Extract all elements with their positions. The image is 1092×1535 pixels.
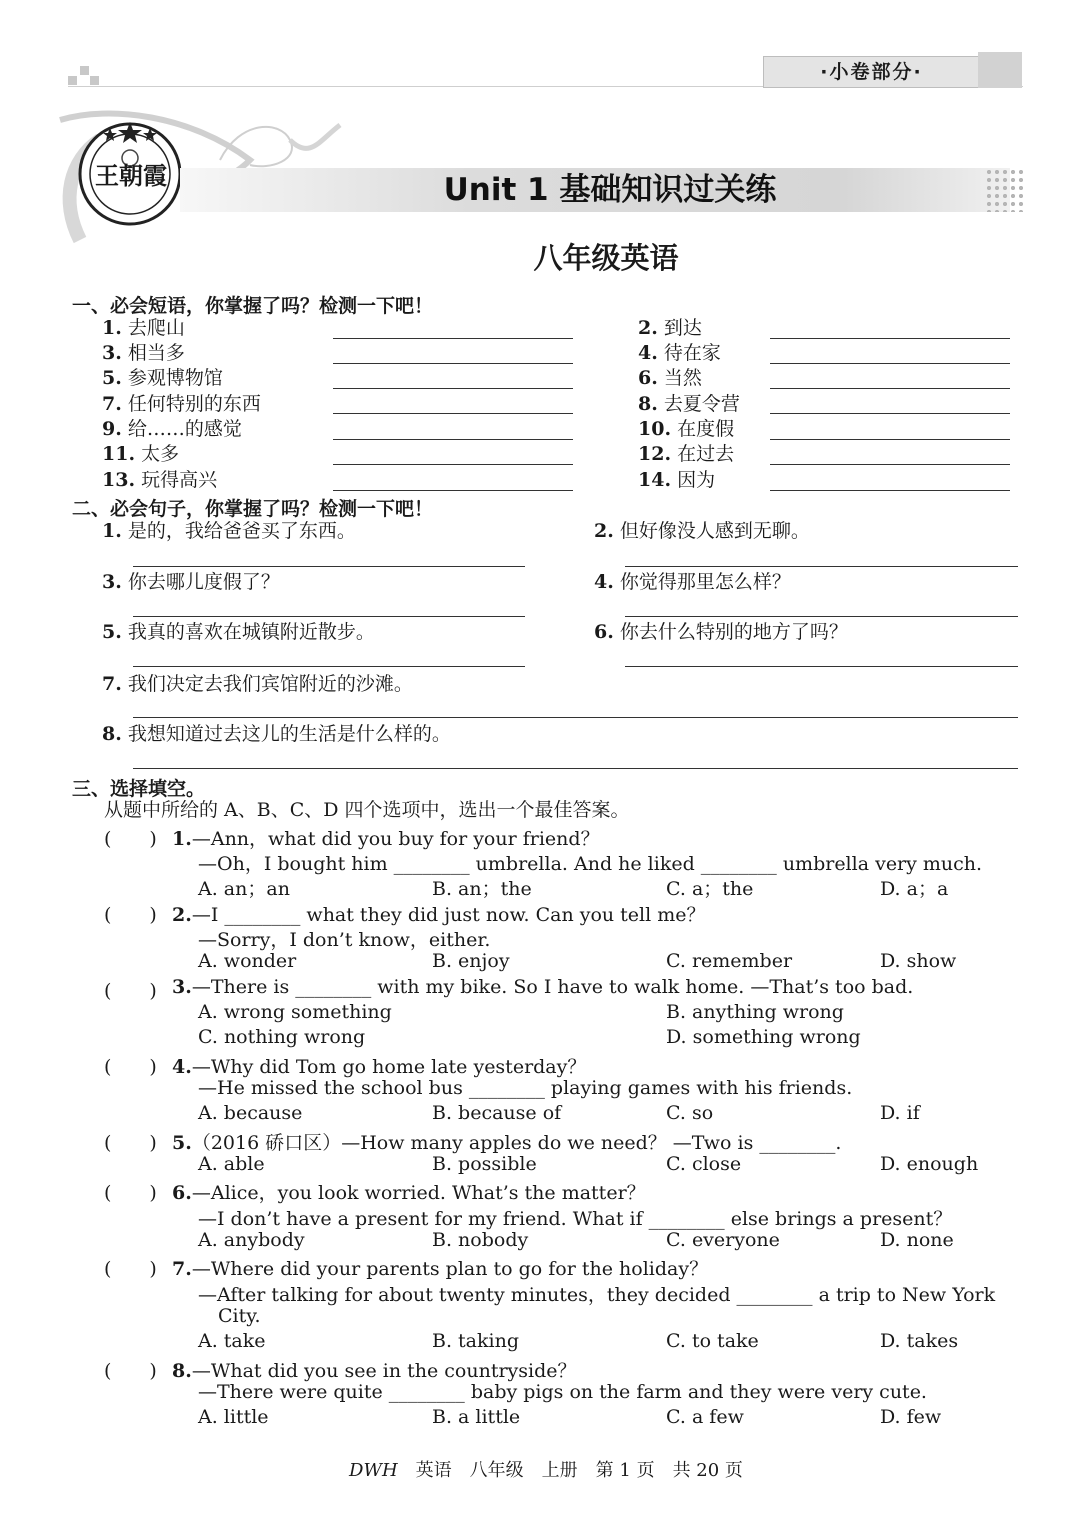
answer-paren[interactable]: ( ): [104, 1360, 157, 1382]
answer-blank[interactable]: [333, 338, 573, 339]
question-line: —I don’t have a present for my friend. What if ________ else brings a present？: [198, 1208, 953, 1230]
sentence-item: 6. 你去什么特别的地方了吗？: [594, 621, 848, 643]
sentence-item: 8. 我想知道过去这儿的生活是什么样的。: [102, 723, 451, 745]
answer-paren[interactable]: ( ): [104, 904, 157, 926]
phrase-item: 13. 玩得高兴: [102, 469, 218, 491]
answer-blank[interactable]: [333, 363, 573, 364]
option-d[interactable]: D. show: [880, 950, 957, 972]
option-c[interactable]: C. everyone: [666, 1229, 780, 1251]
answer-paren[interactable]: ( ): [104, 1132, 157, 1154]
corner-square: [90, 76, 99, 85]
option-b[interactable]: B. a little: [432, 1406, 521, 1428]
answer-line[interactable]: [133, 768, 1018, 769]
phrase-item: 14. 因为: [638, 469, 716, 491]
question-line: 4.—Why did Tom go home late yesterday？: [172, 1056, 587, 1078]
answer-paren[interactable]: ( ): [104, 1056, 157, 1078]
corner-square: [80, 66, 89, 75]
option-a[interactable]: A. wrong something: [198, 1001, 392, 1023]
answer-blank[interactable]: [333, 388, 573, 389]
logo-text: 王朝霞: [95, 161, 167, 190]
option-d[interactable]: D. something wrong: [666, 1026, 861, 1048]
sentence-item: 1. 是的，我给爸爸买了东西。: [102, 520, 356, 542]
option-c[interactable]: C. remember: [666, 950, 793, 972]
section2-heading: 二、必会句子，你掌握了吗？检测一下吧！: [72, 498, 434, 520]
option-c[interactable]: C. close: [666, 1153, 742, 1175]
option-a[interactable]: A. anybody: [198, 1229, 305, 1251]
answer-line[interactable]: [625, 616, 1018, 617]
option-d[interactable]: D. enough: [880, 1153, 979, 1175]
option-a[interactable]: A. take: [198, 1330, 266, 1352]
page-footer: [0, 1456, 1092, 1482]
answer-blank[interactable]: [770, 413, 1010, 414]
footer-code: DWH: [349, 1460, 398, 1481]
option-a[interactable]: A. because: [198, 1102, 303, 1124]
question-line: —Oh，I bought him ________ umbrella. And he liked ________ umbrella very much.: [198, 853, 983, 875]
sentence-item: 7. 我们决定去我们宾馆附近的沙滩。: [102, 673, 413, 695]
question-line: 3.—There is ________ with my bike. So I have to walk home. —That’s too bad.: [172, 976, 914, 998]
answer-line[interactable]: [133, 566, 525, 567]
option-b[interactable]: B. because of: [432, 1102, 562, 1124]
question-line: 8.—What did you see in the countryside？: [172, 1360, 577, 1382]
option-b[interactable]: B. enjoy: [432, 950, 510, 972]
phrase-item: 5. 参观博物馆: [102, 367, 223, 389]
answer-line[interactable]: [133, 666, 525, 667]
option-a[interactable]: A. able: [198, 1153, 265, 1175]
answer-blank[interactable]: [333, 490, 573, 491]
section3-heading: 三、选择填空。: [72, 778, 206, 800]
banner-dots: [985, 168, 1025, 212]
answer-blank[interactable]: [770, 363, 1010, 364]
phrase-item: 4. 待在家: [638, 342, 721, 364]
option-d[interactable]: D. none: [880, 1229, 954, 1251]
option-d[interactable]: D. few: [880, 1406, 942, 1428]
option-b[interactable]: B. anything wrong: [666, 1001, 844, 1023]
option-b[interactable]: B. an；the: [432, 878, 532, 900]
answer-paren[interactable]: ( ): [104, 1258, 157, 1280]
question-line: —There were quite ________ baby pigs on the farm and they were very cute.: [198, 1381, 927, 1403]
question-line: 7.—Where did your parents plan to go for the holiday？: [172, 1258, 709, 1280]
answer-line[interactable]: [625, 566, 1018, 567]
page-title: Unit 1 基础知识过关练: [443, 172, 777, 208]
answer-paren[interactable]: ( ): [104, 1182, 157, 1204]
option-d[interactable]: D. takes: [880, 1330, 959, 1352]
answer-line[interactable]: [133, 717, 1018, 718]
phrase-item: 1. 去爬山: [102, 317, 185, 339]
option-d[interactable]: D. a；a: [880, 878, 949, 900]
answer-line[interactable]: [625, 666, 1018, 667]
question-line: 6.—Alice，you look worried. What’s the matter？: [172, 1182, 646, 1204]
answer-line[interactable]: [133, 616, 525, 617]
corner-square: [68, 76, 77, 85]
phrase-item: 11. 太多: [102, 443, 180, 465]
phrase-item: 12. 在过去: [638, 443, 735, 465]
section3-instruction: 从题中所给的 A、B、C、D 四个选项中，选出一个最佳答案。: [104, 799, 630, 821]
sentence-item: 5. 我真的喜欢在城镇附近散步。: [102, 621, 375, 643]
question-line: —After talking for about twenty minutes，they decided ________ a trip to New York: [198, 1284, 996, 1306]
option-c[interactable]: C. to take: [666, 1330, 759, 1352]
question-line: —He missed the school bus ________ playing games with his friends.: [198, 1077, 853, 1099]
section-tag-end: [978, 52, 1022, 88]
phrase-item: 6. 当然: [638, 367, 702, 389]
phrase-item: 8. 去夏令营: [638, 393, 740, 415]
answer-blank[interactable]: [770, 388, 1010, 389]
phrase-item: 2. 到达: [638, 317, 702, 339]
answer-blank[interactable]: [333, 464, 573, 465]
answer-blank[interactable]: [333, 413, 573, 414]
page-subtitle: 八年级英语: [533, 241, 679, 275]
option-b[interactable]: B. possible: [432, 1153, 537, 1175]
option-a[interactable]: A. wonder: [198, 950, 297, 972]
option-a[interactable]: A. an；an: [198, 878, 290, 900]
phrase-item: 10. 在度假: [638, 418, 735, 440]
question-line: 2.—I ________ what they did just now. Can you tell me？: [172, 904, 706, 926]
question-line: —Sorry，I don’t know，either.: [198, 929, 491, 951]
answer-blank[interactable]: [770, 439, 1010, 440]
answer-blank[interactable]: [333, 439, 573, 440]
footer-text: 英语 八年级 上册 第 1 页 共 20 页: [397, 1460, 743, 1481]
answer-blank[interactable]: [770, 464, 1010, 465]
phrase-item: 7. 任何特别的东西: [102, 393, 261, 415]
option-c[interactable]: C. a；the: [666, 878, 754, 900]
question-line: City.: [218, 1305, 261, 1327]
sentence-item: 3. 你去哪儿度假了？: [102, 571, 280, 593]
option-b[interactable]: B. nobody: [432, 1229, 529, 1251]
sentence-item: 4. 你觉得那里怎么样？: [594, 571, 791, 593]
option-c[interactable]: C. nothing wrong: [198, 1026, 366, 1048]
sentence-item: 2. 但好像没人感到无聊。: [594, 520, 810, 542]
phrase-item: 3. 相当多: [102, 342, 185, 364]
option-d[interactable]: D. if: [880, 1102, 920, 1124]
answer-blank[interactable]: [770, 338, 1010, 339]
option-a[interactable]: A. little: [198, 1406, 269, 1428]
question-line: 1.—Ann，what did you buy for your friend？: [172, 828, 600, 850]
option-c[interactable]: C. a few: [666, 1406, 744, 1428]
section1-heading: 一、必会短语，你掌握了吗？检测一下吧！: [72, 295, 434, 317]
answer-paren[interactable]: ( ): [104, 980, 157, 1002]
answer-blank[interactable]: [770, 490, 1010, 491]
answer-paren[interactable]: ( ): [104, 828, 157, 850]
section-tag: ·小卷部分·: [763, 56, 980, 88]
question-line: 5.（2016 硚口区）—How many apples do we need？ —Two is ________.: [172, 1132, 842, 1154]
option-c[interactable]: C. so: [666, 1102, 714, 1124]
option-b[interactable]: B. taking: [432, 1330, 519, 1352]
phrase-item: 9. 给……的感觉: [102, 418, 242, 440]
